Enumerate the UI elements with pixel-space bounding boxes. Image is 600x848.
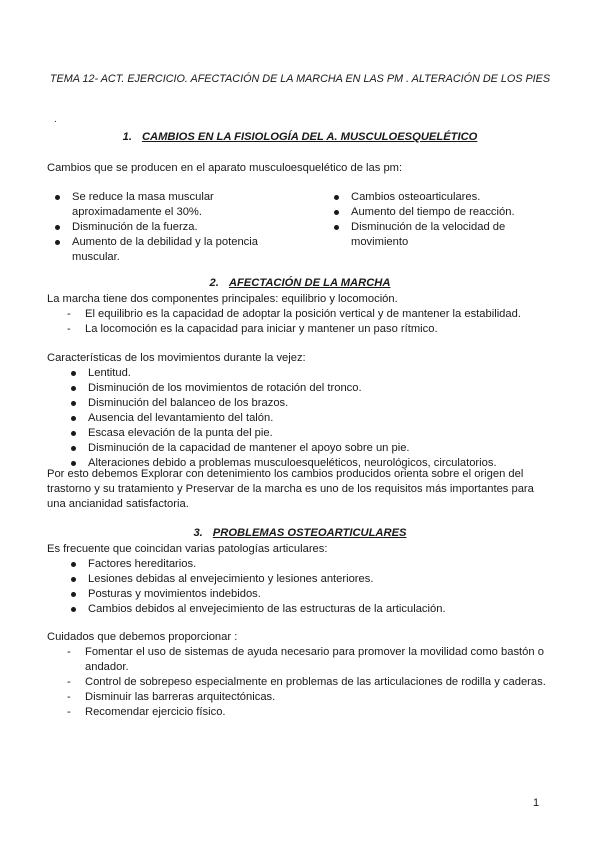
section-3-dash-list	[67, 645, 547, 720]
list-item: Cambios osteoarticulares.	[333, 190, 533, 205]
document-title: TEMA 12- ACT. EJERCICIO. AFECTACIÓN DE LA MARCHA EN LAS PM . ALTERACIÓN DE LOS PIES	[49, 73, 551, 85]
list-item: - Control de sobrepeso especialmente en problemas de las articulaciones de rodilla y caderas.	[67, 675, 547, 690]
section-1-title: CAMBIOS EN LA FISIOLOGÍA DEL A. MUSCULOESQUELÉTICO	[141, 131, 478, 143]
section-2-bullet-list	[70, 366, 550, 471]
section-2-heading	[0, 277, 600, 289]
list-item: Cambios debidos al envejecimiento de las estructuras de la articulación.	[70, 602, 550, 617]
section-3-intro: Es frecuente que coincidan varias patologías articulares:	[47, 543, 328, 555]
section-1-list-left	[54, 190, 264, 265]
list-item: Alteraciones debido a problemas musculoesqueléticos, neurológicos, circulatorios.	[70, 456, 550, 471]
list-item: Aumento del tiempo de reacción.	[333, 205, 533, 220]
list-item: - Disminuir las barreras arquitectónicas.	[67, 690, 547, 705]
section-1-intro: Cambios que se producen en el aparato musculoesquelético de las pm:	[47, 162, 403, 174]
stray-dot: .	[54, 114, 57, 125]
list-item: - El equilibrio es la capacidad de adoptar la posición vertical y de mantener la estabilidad.	[67, 307, 567, 322]
section-3-heading	[0, 527, 600, 539]
list-item: - Recomendar ejercicio físico.	[67, 705, 547, 720]
list-item: Disminución de la capacidad de mantener el apoyo sobre un pie.	[70, 441, 550, 456]
list-item: Disminución del balanceo de los brazos.	[70, 396, 550, 411]
section-2-intro: La marcha tiene dos componentes principales: equilibrio y locomoción.	[47, 293, 398, 305]
section-3-number: 3.	[193, 527, 203, 539]
list-item: Lesiones debidas al envejecimiento y lesiones anteriores.	[70, 572, 550, 587]
section-2-title: AFECTACIÓN DE LA MARCHA	[228, 277, 391, 289]
section-1-list-right	[333, 190, 533, 250]
list-item: Lentitud.	[70, 366, 550, 381]
list-item: - Fomentar el uso de sistemas de ayuda necesario para promover la movilidad como bastón o andador.	[67, 645, 547, 675]
list-item: Aumento de la debilidad y la potencia muscular.	[54, 235, 264, 265]
list-item: Disminución de los movimientos de rotación del tronco.	[70, 381, 550, 396]
list-item: Disminución de la velocidad de movimiento	[333, 220, 533, 250]
list-item: Escasa elevación de la punta del pie.	[70, 426, 550, 441]
section-1-number: 1.	[122, 131, 132, 143]
list-item: Ausencia del levantamiento del talón.	[70, 411, 550, 426]
list-item: Posturas y movimientos indebidos.	[70, 587, 550, 602]
list-item: Se reduce la masa muscular aproximadamente el 30%.	[54, 190, 264, 220]
list-item: - La locomoción es la capacidad para iniciar y mantener un paso rítmico.	[67, 322, 567, 337]
page-number: 1	[533, 797, 540, 809]
section-2-intro2: Características de los movimientos durante la vejez:	[47, 352, 306, 364]
section-2-closing: Por esto debemos Explorar con detenimiento los cambios producidos orienta sobre el origen del trastorno y su tratamiento y Preservar de la marcha es uno de los requisitos más importantes para una ancianidad satisfactoria.	[47, 468, 534, 510]
list-item: Factores hereditarios.	[70, 557, 550, 572]
section-2-number: 2.	[209, 277, 219, 289]
section-2-dash-list	[67, 307, 567, 337]
section-3-title: PROBLEMAS OSTEOARTICULARES	[212, 527, 407, 539]
section-3-intro2: Cuidados que debemos proporcionar :	[47, 631, 238, 643]
section-3-bullet-list	[70, 557, 550, 617]
section-1-heading	[0, 131, 600, 143]
list-item: Disminución de la fuerza.	[54, 220, 264, 235]
